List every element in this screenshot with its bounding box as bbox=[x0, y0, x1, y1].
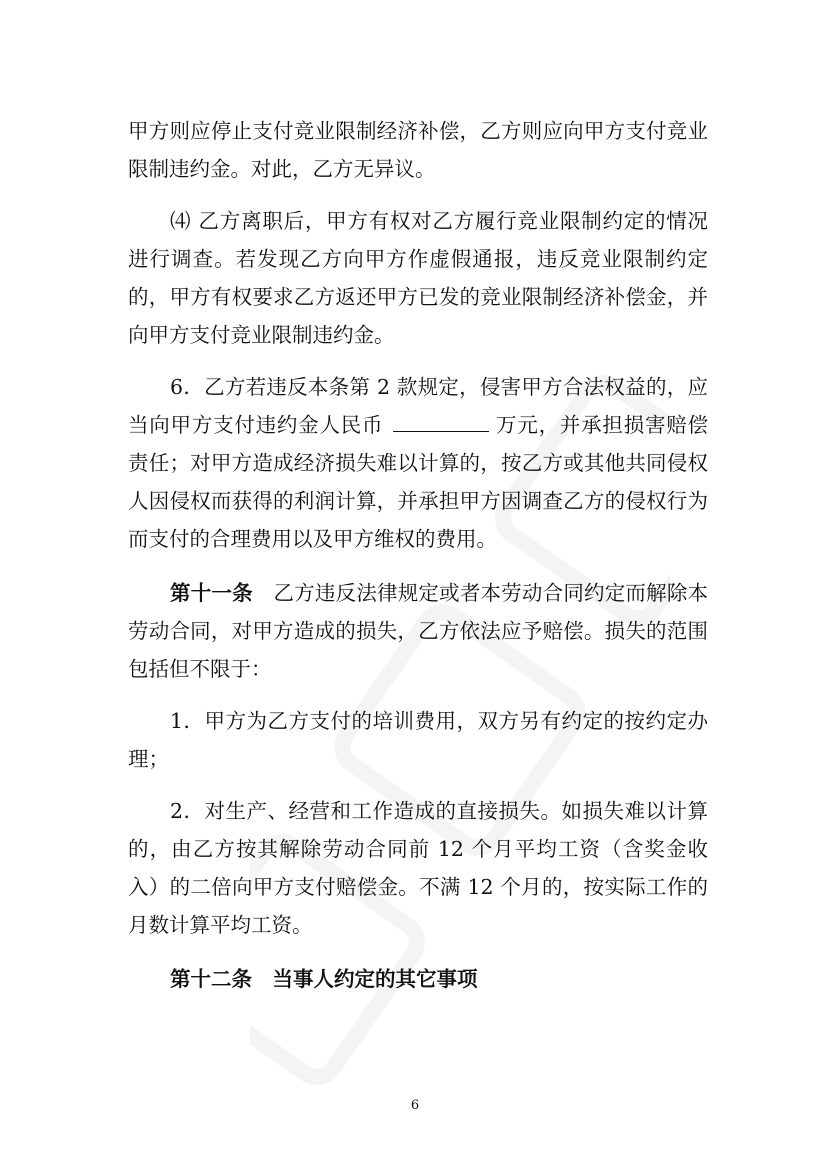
article-11-text: 乙方违反法律规定或者本劳动合同约定而解除本劳动合同，对甲方造成的损失，乙方依法应予赔偿。损失的范围包括但不限于： bbox=[128, 581, 709, 681]
paragraph-1: 甲方则应停止支付竞业限制经济补偿，乙方则应向甲方支付竞业限制违约金。对此，乙方无异议。 bbox=[128, 119, 708, 181]
amount-blank-line bbox=[393, 430, 489, 432]
article-11-item-2: 2．对生产、经营和工作造成的直接损失。如损失难以计算的，由乙方按其解除劳动合同前 12 个月平均工资（含奖金收入）的二倍向甲方支付赔偿金。不满 12 个月的，按实际工作的月数计算平均工资。 bbox=[128, 799, 708, 937]
paragraph-6 bbox=[128, 368, 708, 558]
article-12 bbox=[128, 960, 708, 998]
article-12-heading: 第十二条 bbox=[170, 967, 253, 991]
article-11 bbox=[128, 574, 708, 688]
article-12-text: 当事人约定的其它事项 bbox=[272, 967, 478, 991]
article-11-item-1: 1．甲方为乙方支付的培训费用，双方另有约定的按约定办理； bbox=[128, 709, 708, 771]
article-11-heading: 第十一条 bbox=[170, 581, 253, 605]
paragraph-6-part2: 万元，并承担损害赔偿责任；对甲方造成经济损失难以计算的，按乙方或其他共同侵权人因侵权而获得的利润计算，并承担甲方因调查乙方的侵权行为而支付的合理费用以及甲方维权的费用。 bbox=[128, 413, 709, 551]
page-number: 6 bbox=[410, 1098, 420, 1113]
paragraph-2: ⑷ 乙方离职后，甲方有权对乙方履行竞业限制约定的情况进行调查。若发现乙方向甲方作虚假通报，违反竞业限制约定的，甲方有权要求乙方返还甲方已发的竞业限制经济补偿金，并向甲方支付竞业限制违约金。 bbox=[128, 209, 708, 347]
document-body bbox=[128, 112, 708, 998]
paragraph-6-part1: 6．乙方若违反本条第 2 款规定，侵害甲方合法权益的，应当向甲方支付违约金人民币 bbox=[128, 375, 708, 437]
